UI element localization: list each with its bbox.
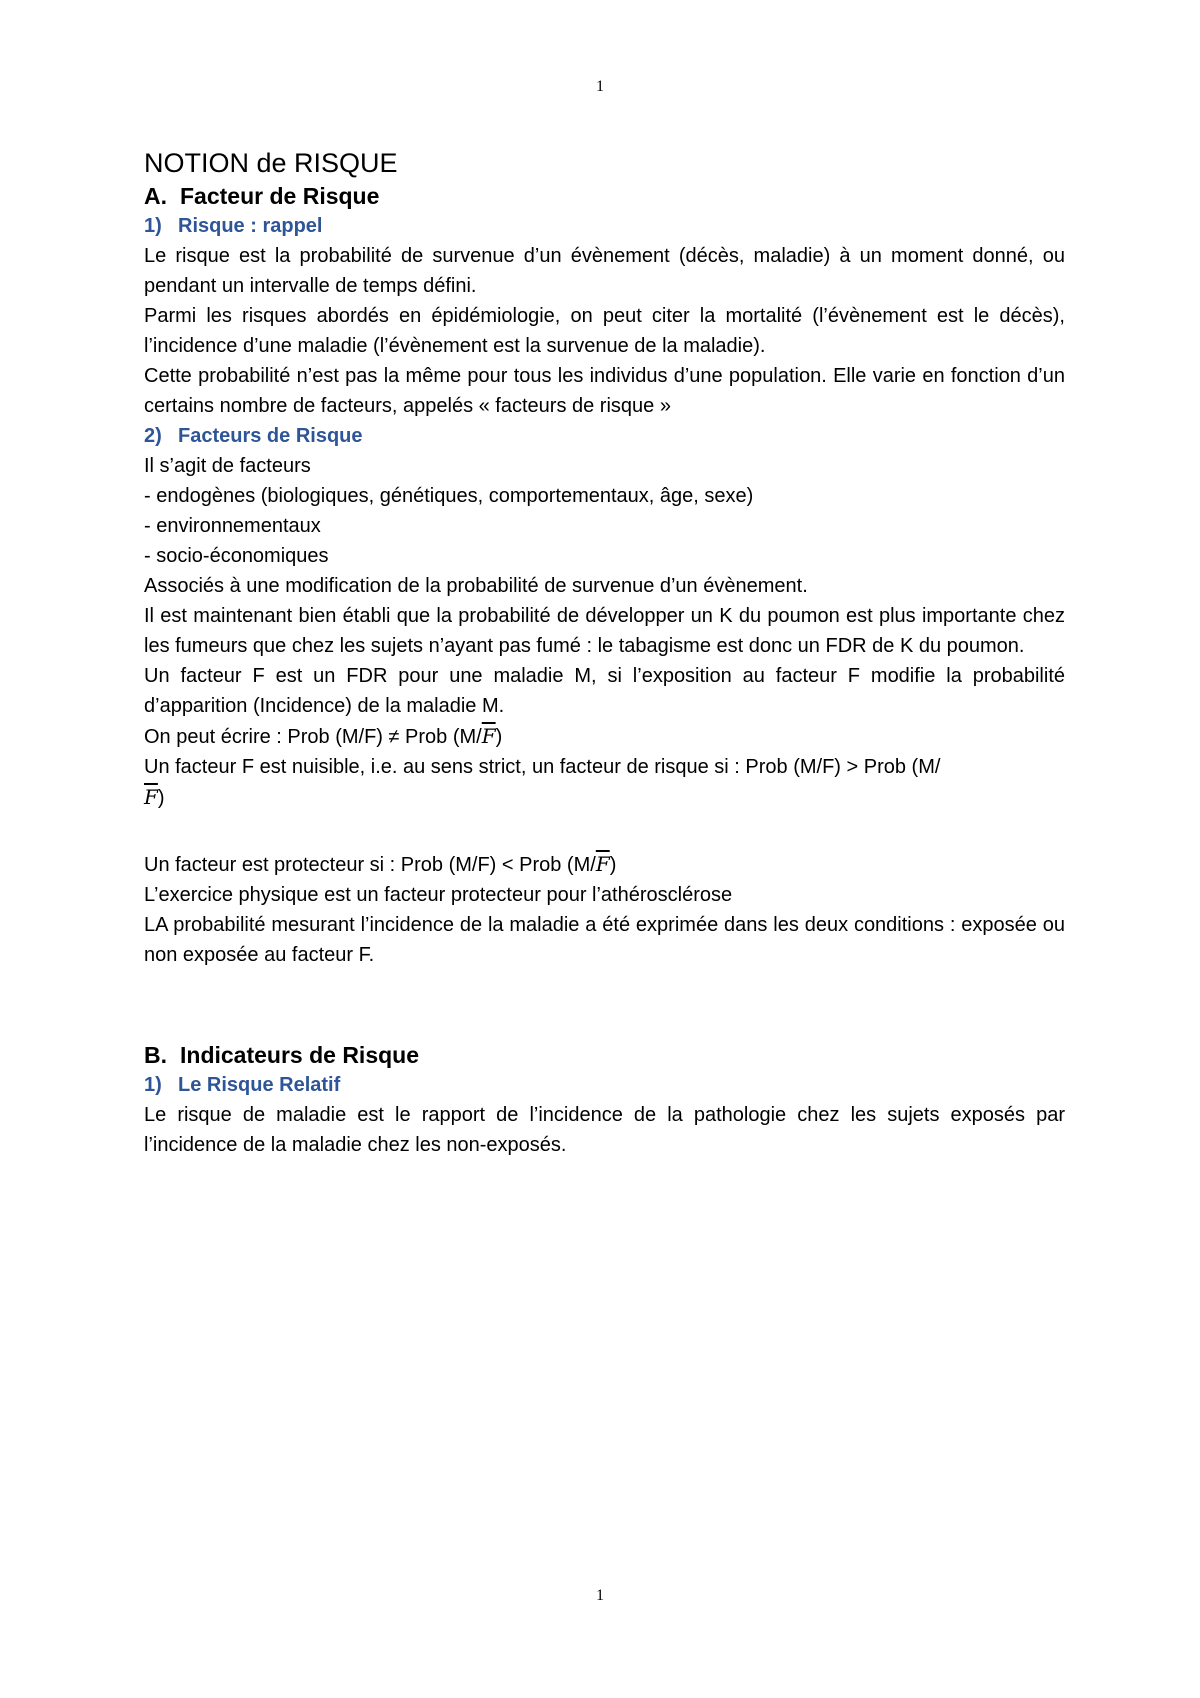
paragraph-exercise: L’exercice physique est un facteur protecteur pour l’athérosclérose bbox=[144, 884, 733, 906]
subsection-a1-title: Risque : rappel bbox=[178, 215, 323, 237]
section-b-title: Indicateurs de Risque bbox=[180, 1042, 420, 1068]
formula-protective-text: Un facteur est protecteur si : Prob (M/F) < Prob (M/ bbox=[144, 854, 596, 876]
paragraph-risks-epidemiology: Parmi les risques abordés en épidémiologie, on peut citer la mortalité (l’évènement est le décès), l’incidence d’une maladie (l’évènement est la survenue de la maladie). bbox=[144, 305, 1065, 357]
formula-inequality-end: ) bbox=[495, 726, 503, 748]
paragraph-fdr-definition: Un facteur F est un FDR pour une maladie M, si l’exposition au facteur F modifie la probabilité d’apparition (Incidence) de la maladie M. bbox=[144, 665, 1065, 717]
subsection-b1-title: Le Risque Relatif bbox=[178, 1074, 341, 1096]
document-body bbox=[144, 145, 1065, 1160]
list-item-endogenous: - endogènes (biologiques, génétiques, comportementaux, âge, sexe) bbox=[144, 485, 754, 507]
subsection-b1-number: 1) bbox=[144, 1074, 162, 1096]
formula-harmful-end: ) bbox=[157, 787, 165, 809]
list-item-socioeconomic: - socio-économiques bbox=[144, 545, 329, 567]
subsection-a2-heading bbox=[144, 421, 1065, 451]
page-number-footer: 1 bbox=[596, 1587, 604, 1604]
subsection-a1-number: 1) bbox=[144, 215, 162, 237]
paragraph-probability-conditions: LA probabilité mesurant l’incidence de la maladie a été exprimée dans les deux conditions : exposée ou non exposée au facteur F. bbox=[144, 914, 1065, 966]
section-a-number: A. bbox=[144, 183, 167, 209]
section-a-title: Facteur de Risque bbox=[180, 183, 380, 209]
formula-fbar-1: $\overline{F}$ bbox=[481, 724, 496, 748]
section-b-number: B. bbox=[144, 1042, 167, 1068]
subsection-b1-heading bbox=[144, 1070, 1065, 1100]
formula-protective bbox=[144, 849, 1065, 880]
subsection-a2-title: Facteurs de Risque bbox=[178, 425, 363, 447]
subsection-a1-heading bbox=[144, 211, 1065, 241]
paragraph-associated: Associés à une modification de la probabilité de survenue d’un évènement. bbox=[144, 575, 808, 597]
section-b-heading bbox=[144, 1040, 1065, 1070]
page-title: NOTION de RISQUE bbox=[144, 148, 398, 178]
paragraph-probability-variation: Cette probabilité n’est pas la même pour tous les individus d’une population. Elle varie en fonction d’un certains nombre de facteurs, appelés « facteurs de risque » bbox=[144, 365, 1065, 417]
paragraph-factors-intro: Il s’agit de facteurs bbox=[144, 455, 311, 477]
paragraph-risk-definition: Le risque est la probabilité de survenue d’un évènement (décès, maladie) à un moment donné, ou pendant un intervalle de temps défini. bbox=[144, 245, 1065, 297]
formula-harmful bbox=[144, 752, 1065, 813]
formula-protective-end: ) bbox=[609, 854, 617, 876]
section-a-heading bbox=[144, 181, 1065, 211]
formula-inequality-text: On peut écrire : Prob (M/F) ≠ Prob (M/ bbox=[144, 726, 482, 748]
list-item-environmental: - environnementaux bbox=[144, 515, 321, 537]
paragraph-relative-risk: Le risque de maladie est le rapport de l’incidence de la pathologie chez les sujets exposés par l’incidence de la maladie chez les non-exposés. bbox=[144, 1104, 1065, 1156]
formula-harmful-text: Un facteur F est nuisible, i.e. au sens strict, un facteur de risque si : Prob (M/F) > Prob (M/ bbox=[144, 756, 941, 778]
subsection-a2-number: 2) bbox=[144, 425, 162, 447]
formula-inequality bbox=[144, 721, 1065, 752]
paragraph-smoking-example: Il est maintenant bien établi que la probabilité de développer un K du poumon est plus importante chez les fumeurs que chez les sujets n’ayant pas fumé : le tabagisme est donc un FDR de K du poumon. bbox=[144, 605, 1065, 657]
formula-fbar-2: $\overline{F}$ bbox=[144, 785, 158, 809]
formula-fbar-3: $\overline{F}$ bbox=[595, 852, 610, 876]
page-number-header: 1 bbox=[596, 78, 604, 95]
